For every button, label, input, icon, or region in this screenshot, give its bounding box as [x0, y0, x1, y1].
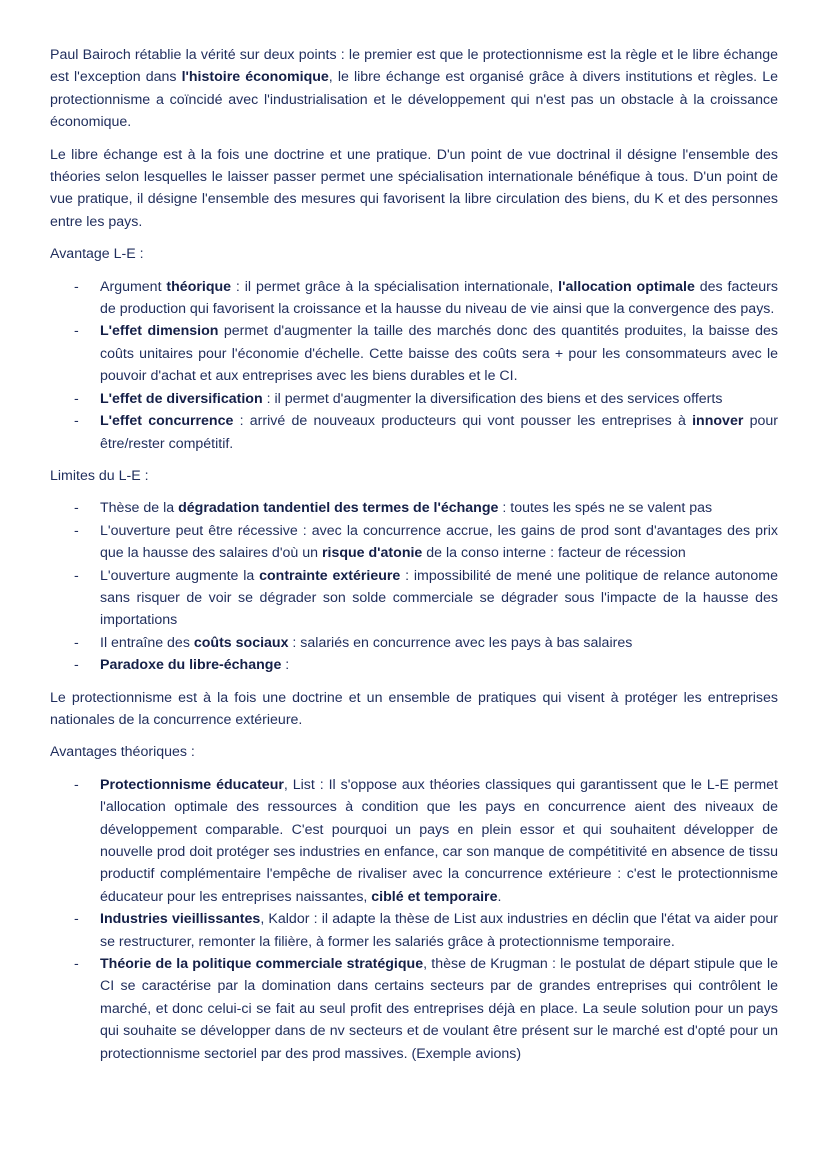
libre-echange-paragraph: Le libre échange est à la fois une doctrine et une pratique. D'un point de vue doctrinal il désigne l'ensemble des théories selon lesquelles le laisser passer permet une spécialisation internationale bénéfique à tous. D'un point de vue pratique, il désigne l'ensemble des mesures qui favorisent la libre circulation des biens, du K et des personnes entre les pays. [50, 146, 778, 230]
dash-bullet: - [74, 323, 79, 340]
limites-le-heading: Limites du L-E : [50, 467, 149, 484]
dash-bullet: - [74, 567, 79, 584]
dash-bullet: - [74, 657, 79, 674]
dash-bullet: - [74, 500, 79, 517]
list-item: - Paradoxe du libre-échange : [50, 654, 778, 676]
avantages-le-list [50, 276, 778, 455]
dash-bullet: - [74, 278, 79, 295]
dash-bullet: - [74, 522, 79, 539]
dash-bullet: - [74, 911, 79, 928]
avantages-theoriques-list [50, 774, 778, 1065]
list-item: - Argument théorique : il permet grâce à la spécialisation internationale, l'allocation optimale des facteurs de production qui favorisent la croissance et la hausse du niveau de vie ainsi que la convergence des pays. [50, 276, 778, 321]
dash-bullet: - [74, 413, 79, 430]
list-item: - L'effet concurrence : arrivé de nouveaux producteurs qui vont pousser les entreprises à innover pour être/rester compétitif. [50, 410, 778, 455]
dash-bullet: - [74, 390, 79, 407]
list-item: - Il entraîne des coûts sociaux : salariés en concurrence avec les pays à bas salaires [50, 632, 778, 654]
list-item: - Thèse de la dégradation tandentiel des termes de l'échange : toutes les spés ne se valent pas [50, 497, 778, 519]
dash-bullet: - [74, 776, 79, 793]
document-page [50, 44, 778, 1075]
list-item: - L'ouverture augmente la contrainte extérieure : impossibilité de mené une politique de relance autonome sans risquer de voir se dégrader son solde commerciale se dégrader sous l'impacte de la hausse des importations [50, 565, 778, 632]
dash-bullet: - [74, 634, 79, 651]
list-item: - L'effet dimension permet d'augmenter la taille des marchés donc des quantités produites, la baisse des coûts unitaires pour l'économie d'échelle. Cette baisse des coûts sera + pour les consommateurs avec le pouvoir d'achat et aux entreprises avec les biens durables et le CI. [50, 320, 778, 387]
avantages-le-heading: Avantage L-E : [50, 246, 144, 263]
limites-le-list [50, 497, 778, 676]
protectionnisme-paragraph: Le protectionnisme est à la fois une doctrine et un ensemble de pratiques qui visent à protéger les entreprises nationales de la concurrence extérieure. [50, 689, 778, 728]
avantages-theoriques-heading: Avantages théoriques : [50, 744, 195, 761]
list-item: - Industries vieillissantes, Kaldor : il adapte la thèse de List aux industries en déclin que l'état va aider pour se restructurer, remonter la filière, à former les salariés grâce à protectionnisme temporaire. [50, 908, 778, 953]
list-item: - L'effet de diversification : il permet d'augmenter la diversification des biens et des services offerts [50, 388, 778, 410]
list-item: - L'ouverture peut être récessive : avec la concurrence accrue, les gains de prod sont d'avantages des prix que la hausse des salaires d'où un risque d'atonie de la conso interne : facteur de récession [50, 520, 778, 565]
dash-bullet: - [74, 956, 79, 973]
list-item: - Théorie de la politique commerciale stratégique, thèse de Krugman : le postulat de départ stipule que le CI se caractérise par la domination dans certains secteurs par de grandes entreprises qui contrôlent le marché, et donc celui-ci se fait au seul profit des entreprises déjà en place. La seule solution pour un pays qui souhaite se développer dans de nv secteurs et de voulant être présent sur le marché est d'opté pour un protectionnisme sectoriel par des prod massives. (Exemple avions) [50, 953, 778, 1065]
intro-paragraph: Paul Bairoch rétablie la vérité sur deux points : le premier est que le protectionnisme est la règle et le libre échange est l'exception dans l'histoire économique, le libre échange est organisé grâce à divers institutions et règles. Le protectionnisme a coïncidé avec l'industrialisation et le développement qui n'est pas un obstacle à la croissance économique. [50, 47, 778, 131]
list-item: - Protectionnisme éducateur, List : Il s'oppose aux théories classiques qui garantissent que le L-E permet l'allocation optimale des ressources à condition que les pays en concurrence aient des niveaux de développement comparable. C'est pourquoi un pays en plein essor et qui souhaitent développer de nouvelle prod doit protéger ses industries en enfance, car son manque de compétitivité en absence de tissu productif complémentaire l'empêche de rivaliser avec la concurrence extérieure : c'est le protectionnisme éducateur pour les entreprises naissantes, ciblé et temporaire. [50, 774, 778, 908]
